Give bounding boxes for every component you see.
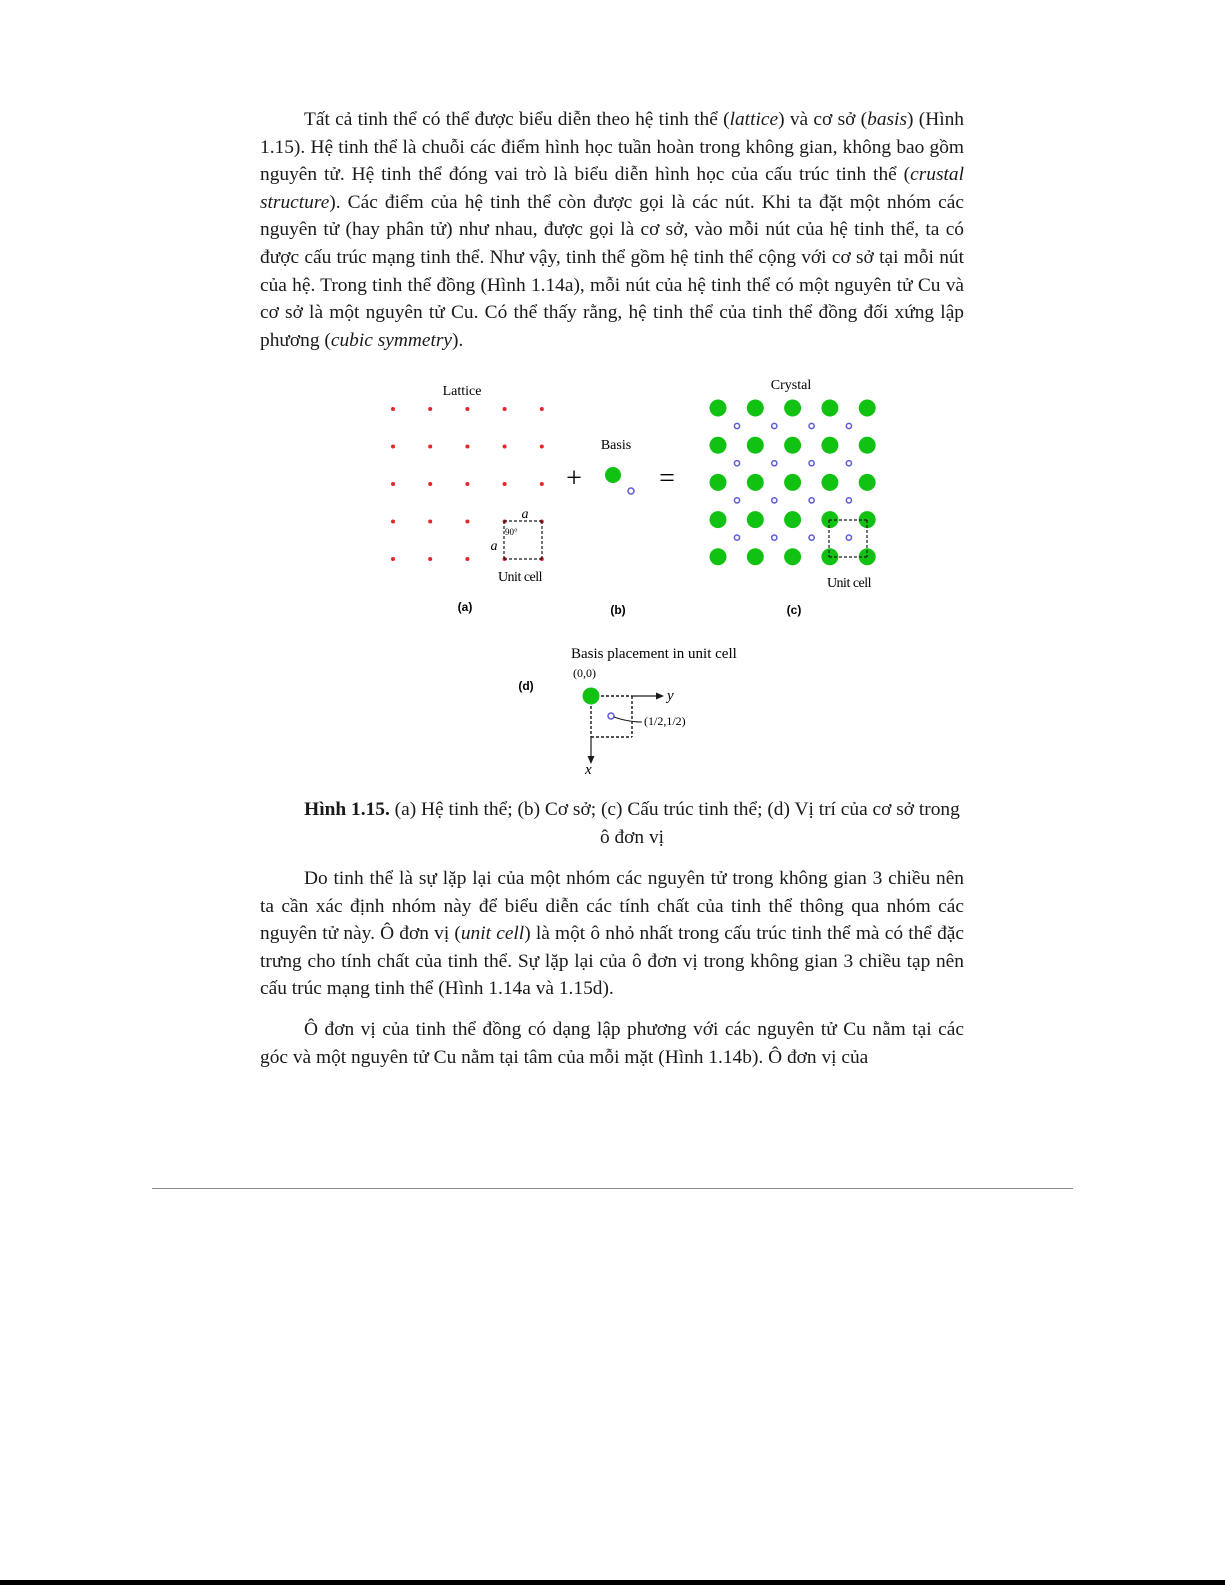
x-axis-label: x: [585, 762, 592, 778]
lattice-point: [428, 520, 432, 524]
crystal-atom-small: [772, 535, 777, 540]
crystal-atom-large: [710, 511, 727, 528]
footer-rule: [152, 1188, 1073, 1189]
crystal-atom-small: [809, 498, 814, 503]
lattice-point: [391, 445, 395, 449]
panel-label-d: (d): [518, 679, 534, 693]
origin-label: (0,0): [573, 666, 596, 680]
caption-figure-number: Hình 1.15.: [304, 799, 390, 820]
plus-sign: +: [566, 463, 582, 494]
a-label-top: a: [521, 507, 529, 522]
lattice-point: [503, 482, 507, 486]
origin-atom: [583, 688, 600, 705]
crystal-atom-small: [734, 535, 739, 540]
placement-unit-cell: [591, 696, 632, 737]
crystal-atom-small: [809, 535, 814, 540]
crystal-atom-large: [784, 548, 801, 565]
figure-caption: [300, 796, 964, 852]
lattice-point: [391, 407, 395, 411]
crystal-atom-large: [747, 437, 764, 454]
lattice-point: [465, 520, 469, 524]
figure-1-15: [380, 370, 900, 785]
basis-atom-small: [628, 488, 634, 494]
panel-label-a: (a): [457, 600, 473, 614]
crystal-atom-large: [784, 511, 801, 528]
crystal-atom-large: [747, 400, 764, 417]
crystal-atom-large: [747, 548, 764, 565]
lattice-point: [428, 445, 432, 449]
crystal-atom-small: [846, 535, 851, 540]
lattice-point: [391, 520, 395, 524]
a-label-left: a: [490, 539, 498, 554]
crystal-atom-small: [846, 423, 851, 428]
lattice-point: [465, 445, 469, 449]
panel-label-c: (c): [786, 603, 802, 617]
lattice-point: [391, 482, 395, 486]
basis-title: Basis: [600, 438, 632, 453]
lattice-point: [540, 482, 544, 486]
lattice-point: [391, 557, 395, 561]
crystal-atom-large: [710, 400, 727, 417]
lattice-point: [428, 482, 432, 486]
paragraph-unit-cell: Do tinh thể là sự lặp lại của một nhóm các nguyên tử trong không gian 3 chiều nên ta cần xác định nhóm này để biểu diễn các tính chất của tinh thể thông qua nhóm các nguyên tử này. Ô đơn vị (unit cell) là một ô nhỏ nhất trong cấu trúc tinh thể mà có thể đặc trưng cho tính chất của tinh thể. Sự lặp lại của ô đơn vị trong không gian 3 chiều tạp nên cấu trúc mạng tinh thể (Hình 1.14a và 1.15d).: [260, 868, 964, 1000]
crystal-atom-small: [734, 423, 739, 428]
crystal-atom-large: [821, 474, 838, 491]
unit-cell-label-a: Unit cell: [497, 570, 543, 585]
crystal-atom-large: [710, 474, 727, 491]
y-axis-arrow: [656, 693, 664, 700]
caption-text: (a) Hệ tinh thể; (b) Cơ sở; (c) Cấu trúc tinh thể; (d) Vị trí của cơ sở trong ô đơn vị: [389, 799, 960, 848]
unit-cell-label-c: Unit cell: [826, 576, 872, 591]
crystal-atom-large: [821, 400, 838, 417]
lattice-points: [391, 407, 544, 561]
lattice-point: [540, 445, 544, 449]
crystal-atom-small: [734, 461, 739, 466]
equals-sign: =: [659, 463, 675, 494]
crystal-atom-small: [772, 498, 777, 503]
crystal-atom-large: [784, 400, 801, 417]
crystal-atom-large: [710, 548, 727, 565]
crystal-atom-small: [734, 498, 739, 503]
half-label-leader: [614, 717, 642, 722]
panel-label-b: (b): [610, 603, 626, 617]
crystal-atom-small: [846, 461, 851, 466]
crystal-atoms: [710, 400, 876, 566]
half-label: (1/2,1/2): [644, 714, 686, 728]
crystal-atom-large: [859, 437, 876, 454]
crystal-atom-small: [772, 423, 777, 428]
basis-atom-large: [605, 467, 621, 483]
crystal-atom-small: [809, 461, 814, 466]
angle-label: 90°: [505, 527, 518, 537]
crystal-atom-large: [821, 437, 838, 454]
page-bottom-edge: [0, 1580, 1225, 1585]
paragraph-copper-unit-cell: Ô đơn vị của tinh thể đồng có dạng lập phương với các nguyên tử Cu nằm tại các góc và một nguyên tử Cu nằm tại tâm của mỗi mặt (Hình 1.14b). Ô đơn vị của: [260, 1019, 964, 1068]
crystal-atom-large: [859, 474, 876, 491]
crystal-title: Crystal: [770, 378, 812, 393]
y-axis-label: y: [667, 688, 674, 704]
crystal-atom-large: [784, 437, 801, 454]
crystal-atom-small: [772, 461, 777, 466]
crystal-atom-large: [747, 474, 764, 491]
crystal-atom-large: [784, 474, 801, 491]
crystal-atom-large: [859, 400, 876, 417]
crystal-atom-large: [710, 437, 727, 454]
crystal-atom-large: [747, 511, 764, 528]
lattice-point: [503, 445, 507, 449]
lattice-point: [465, 407, 469, 411]
crystal-atom-small: [846, 498, 851, 503]
paragraph-lattice-basis: Tất cả tinh thể có thể được biểu diễn theo hệ tinh thể (lattice) và cơ sở (basis) (Hình 1.15). Hệ tinh thể là chuỗi các điểm hình học tuần hoàn trong không gian, không bao gồm nguyên tử. Hệ tinh thể đóng vai trò là biểu diễn hình học của cấu trúc tinh thể (crustal structure). Các điểm của hệ tinh thể còn được gọi là các nút. Khi ta đặt một nhóm các nguyên tử (hay phân tử) như nhau, được gọi là cơ sở, vào mỗi nút của hệ tinh thể, ta có được cấu trúc mạng tinh thể. Như vậy, tinh thể gồm hệ tinh thể cộng với cơ sở tại mỗi nút của hệ. Trong tinh thể đồng (Hình 1.14a), mỗi nút của hệ tinh thể có một nguyên tử Cu và cơ sở là một nguyên tử Cu. Có thể thấy rằng, hệ tinh thể của tinh thể đồng đối xứng lập phương (cubic symmetry).: [260, 109, 964, 351]
lattice-point: [428, 407, 432, 411]
lattice-point: [540, 407, 544, 411]
lattice-point: [465, 482, 469, 486]
lattice-point: [428, 557, 432, 561]
center-atom: [608, 713, 614, 719]
lattice-title: Lattice: [442, 384, 482, 399]
crystal-atom-small: [809, 423, 814, 428]
placement-title: Basis placement in unit cell: [571, 646, 737, 662]
lattice-point: [465, 557, 469, 561]
lattice-point: [503, 407, 507, 411]
